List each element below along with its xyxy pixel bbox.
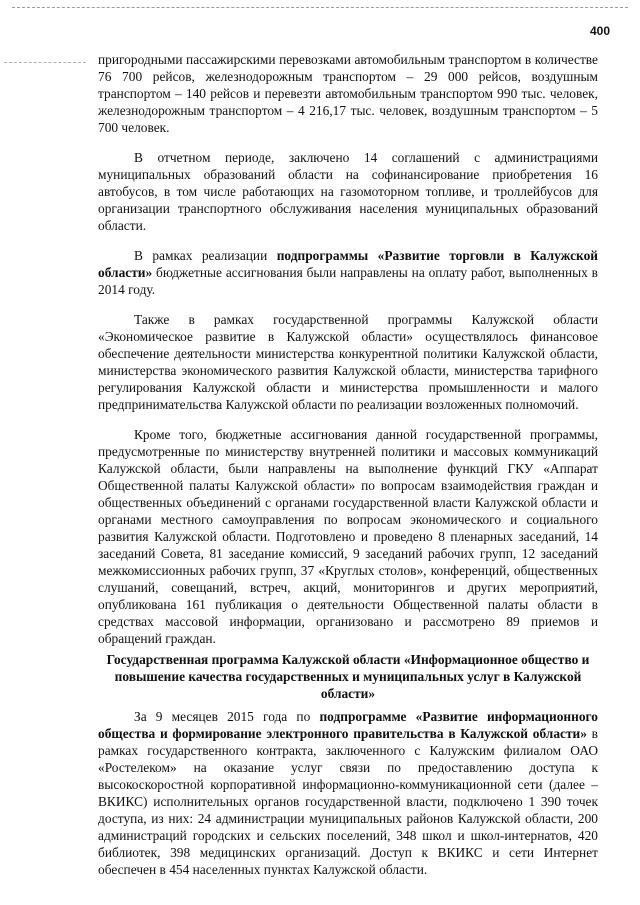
page-number: 400 xyxy=(589,24,610,38)
paragraph-economic-program: Также в рамках государственной программы Калужской области «Экономическое развитие в Калужской области» осуществлялось финансовое обеспечение деятельности министерства конкурентной политики Калужской области, министерства экономического развития Калужской области, министерства тарифного регулирования Калужской области и министерства промышленности и малого предпринимательства Калужской области по реализации возложенных полномочий. xyxy=(98,312,598,412)
paragraph-text: бюджетные ассигнования были направлены на оплату работ, выполненных в 2014 году. xyxy=(98,265,598,297)
paragraph-transport-continuation: пригородными пассажирскими перевозками автомобильным транспортом в количестве 76 700 рейсов, железнодорожным транспортом – 29 000 рейсов, воздушным транспортом – 140 рейсов и перевезти автомобильным транспортом 990 тыс. человек, железнодорожным транспортом – 4 216,17 тыс. человек, воздушным транспортом – 5 700 человек. xyxy=(98,52,598,135)
paragraph-bus-agreements: В отчетном периоде, заключено 14 соглашений с администрациями муниципальных образований области на софинансирование приобретения 16 автобусов, в том числе работающих на газомоторном топливе, и троллейбусов для организации транспортного обслуживания населения муниципальных образований области. xyxy=(98,150,598,233)
paragraph-text: За 9 месяцев 2015 года по xyxy=(134,709,320,724)
top-divider xyxy=(12,7,628,8)
subprogram-name-egovernment: подпрограмме «Развитие информационного общества и формирование электронного правительства в Калужской области» xyxy=(98,709,598,741)
section-heading-information-society: Государственная программа Калужской области «Информационное общество и повышение качества государственных и муниципальных услуг в Калужской области» xyxy=(106,652,590,701)
paragraph-egovernment-subprogram xyxy=(98,708,598,878)
paragraph-text: в рамках государственного контракта, заключенного с Калужским филиалом ОАО «Ростелеком» на оказание услуг связи по предоставлению доступа к высокоскоростной корпоративной информационно-коммуникационной сети (далее – ВКИКС) исполнительных органов государственной власти, подключено 1 390 точек доступа, из них: 24 администрации муниципальных районов Калужской области, 200 администраций городских и сельских поселений, 348 школ и школ-интернатов, 420 библиотек, 398 медицинских организаций. Доступ к ВКИКС и сети Интернет обеспечен в 454 населенных пунктах Калужской области. xyxy=(98,726,599,877)
paragraph-public-chamber: Кроме того, бюджетные ассигнования данной государственной программы, предусмотренные по министерству внутренней политики и массовых коммуникаций Калужской области, были направлены на выполнение функций ГКУ «Аппарат Общественной палаты Калужской области» по вопросам взаимодействия граждан и общественных объединений с органами государственной власти Калужской области и органами местного самоуправления по вопросам экономического и социального развития Калужской области. Подготовлено и проведено 8 пленарных заседаний, 14 заседаний Совета, 81 заседание комиссий, 9 заседаний рабочих групп, 12 заседаний межкомиссионных рабочих групп, 37 «Круглых столов», конференций, общественных слушаний, совещаний, встреч, акций, мониторингов и других мероприятий, опубликована 161 публикация о деятельности Общественной палаты области в средствах массовой информации, организовано и рассмотрено 89 приемов и обращений граждан. xyxy=(98,427,598,646)
paragraph-text: В рамках реализации xyxy=(134,248,277,263)
subprogram-name-trade: подпрограммы «Развитие торговли в Калужской области» xyxy=(98,248,598,280)
scan-artifact-dashes xyxy=(4,62,86,63)
paragraph-trade-subprogram xyxy=(98,247,598,298)
document-body xyxy=(98,51,598,891)
